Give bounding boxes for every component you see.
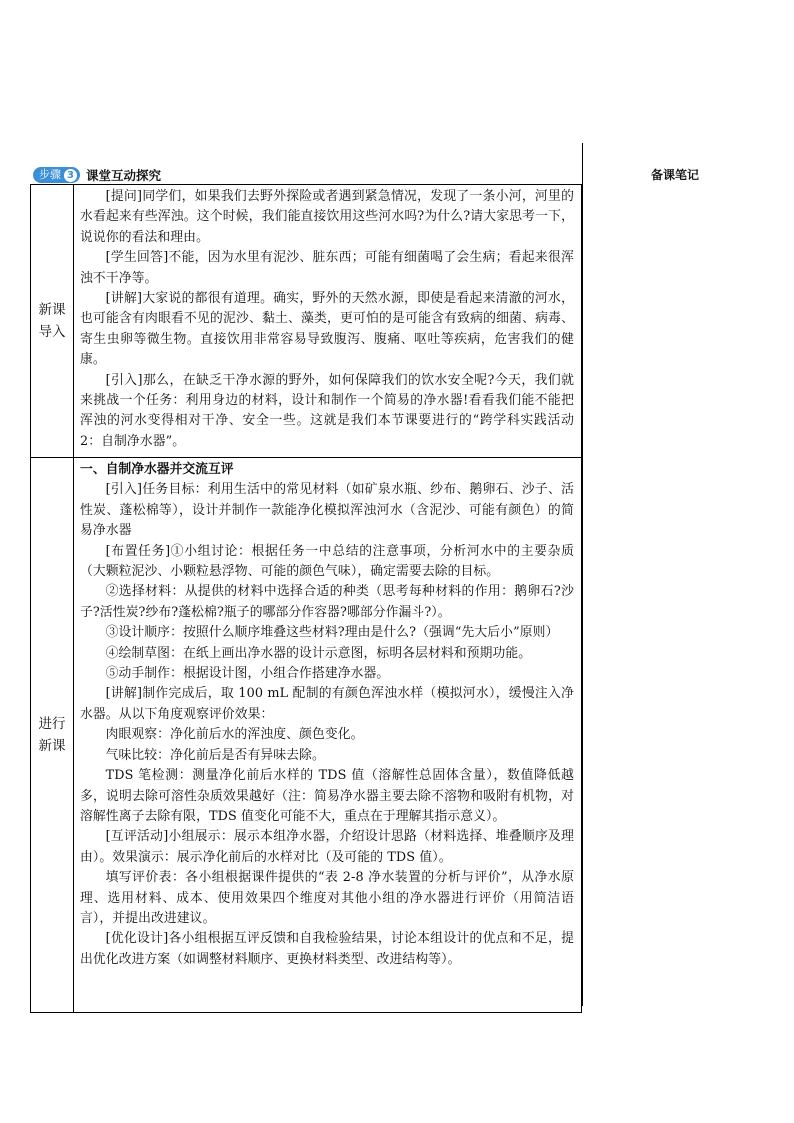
- paragraph: ③设计顺序：按照什么顺序堆叠这些材料?理由是什么?（强调“先大后小”原则）: [105, 625, 559, 641]
- notes-divider: [582, 143, 583, 1006]
- paragraph: [讲解]制作完成后，取 100 mL 配制的有颜色浑浊水样（模拟河水），缓慢注入净水器。从以下角度观察评价效果：: [80, 686, 574, 722]
- row-label-line: 进行: [38, 716, 66, 732]
- paragraph: 气味比较：净化前后是否有异味去除。: [105, 747, 325, 763]
- paragraph: ④绘制草图：在纸上画出净水器的设计示意图，标明各层材料和预期功能。: [105, 645, 532, 661]
- paragraph: 填写评价表：各小组根据课件提供的“表 2-8 净水装置的分析与评价”，从净水原理、选用材料、成本、使用效果四个维度对其他小组的净水器进行评价（用简洁语言），并提出改进建议。: [80, 870, 574, 926]
- notes-column-title: 备课笔记: [650, 168, 699, 182]
- section-title: 课堂互动探究: [86, 168, 162, 183]
- row-label-line: 新课: [38, 738, 66, 754]
- paragraph: [提问]同学们，如果我们去野外探险或者遇到紧急情况，发现了一条小河，河里的水看起来有些浑浊。这个时候，我们能直接饮用这些河水吗?为什么?请大家思考一下，说说你的看法和理由。: [80, 189, 574, 245]
- step-number: 3: [64, 169, 77, 182]
- subsection-heading: 一、自制净水器并交流互评: [80, 462, 234, 477]
- paragraph: [优化设计]各小组根据互评反馈和自我检验结果，讨论本组设计的优点和不足，提出优化改进方案（如调整材料顺序、更换材料类型、改进结构等）。: [80, 931, 574, 967]
- paragraph: ②选择材料：从提供的材料中选择合适的种类（思考每种材料的作用：鹅卵石?沙子?活性炭?纱布?蓬松棉?瓶子的哪部分作容器?哪部分作漏斗?）。: [80, 584, 574, 620]
- row-content-intro: [74, 185, 582, 458]
- paragraph: [引入]那么，在缺乏干净水源的野外，如何保障我们的饮水安全呢?今天，我们就来挑战一个任务：利用身边的材料，设计和制作一个简易的净水器!看看我们能不能把浑浊的河水变得相对干净、安全一些。这就是我们本节课要进行的“跨学科实践活动 2：自制净水器”。: [80, 372, 574, 449]
- paragraph: TDS 笔检测：测量净化前后水样的 TDS 值（溶解性总固体含量），数值降低越多，说明去除可溶性杂质效果越好（注：简易净水器主要去除不溶物和吸附有机物，对溶解性离子去除有限，TDS 值变化可能不大，重点在于理解其指示意义）。: [80, 768, 574, 824]
- table-row: [31, 185, 582, 458]
- row-label-line: 导入: [38, 324, 66, 340]
- step-badge: [33, 167, 80, 183]
- paragraph: [引入]任务目标：利用生活中的常见材料（如矿泉水瓶、纱布、鹅卵石、沙子、活性炭、蓬松棉等），设计并制作一款能净化模拟浑浊河水（含泥沙、可能有颜色）的简易净水器: [80, 482, 574, 539]
- paragraph: ⑤动手制作：根据设计图，小组合作搭建净水器。: [105, 666, 390, 682]
- row-label-new-lesson: [31, 458, 74, 1013]
- row-content-new-lesson: [74, 458, 582, 1013]
- section-header: [33, 166, 581, 184]
- row-label-line: 新课: [38, 302, 66, 318]
- paragraph: [布置任务]①小组讨论：根据任务一中总结的注意事项，分析河水中的主要杂质（大颗粒泥沙、小颗粒悬浮物、可能的颜色气味），确定需要去除的目标。: [80, 543, 574, 580]
- table-row: [31, 458, 582, 1013]
- row-label-intro: [31, 185, 74, 458]
- paragraph: [学生回答]不能，因为水里有泥沙、脏东西；可能有细菌喝了会生病；看起来很浑浊不干净等。: [80, 250, 574, 286]
- paragraph: [互评活动]小组展示：展示本组净水器，介绍设计思路（材料选择、堆叠顺序及理由）。效果演示：展示净化前后的水样对比（及可能的 TDS 值）。: [80, 829, 574, 865]
- paragraph: 肉眼观察：净化前后水的浑浊度、颜色变化。: [105, 727, 364, 743]
- step-label: 步骤: [39, 168, 61, 181]
- lesson-table: [30, 184, 582, 1013]
- paragraph: [讲解]大家说的都很有道理。确实，野外的天然水源，即使是看起来清澈的河水，也可能含有肉眼看不见的泥沙、黏土、藻类，更可怕的是可能含有致病的细菌、病毒、寄生虫卵等微生物。直接饮用非常容易导致腹泻、腹痛、呕吐等疾病，危害我们的健康。: [80, 291, 574, 368]
